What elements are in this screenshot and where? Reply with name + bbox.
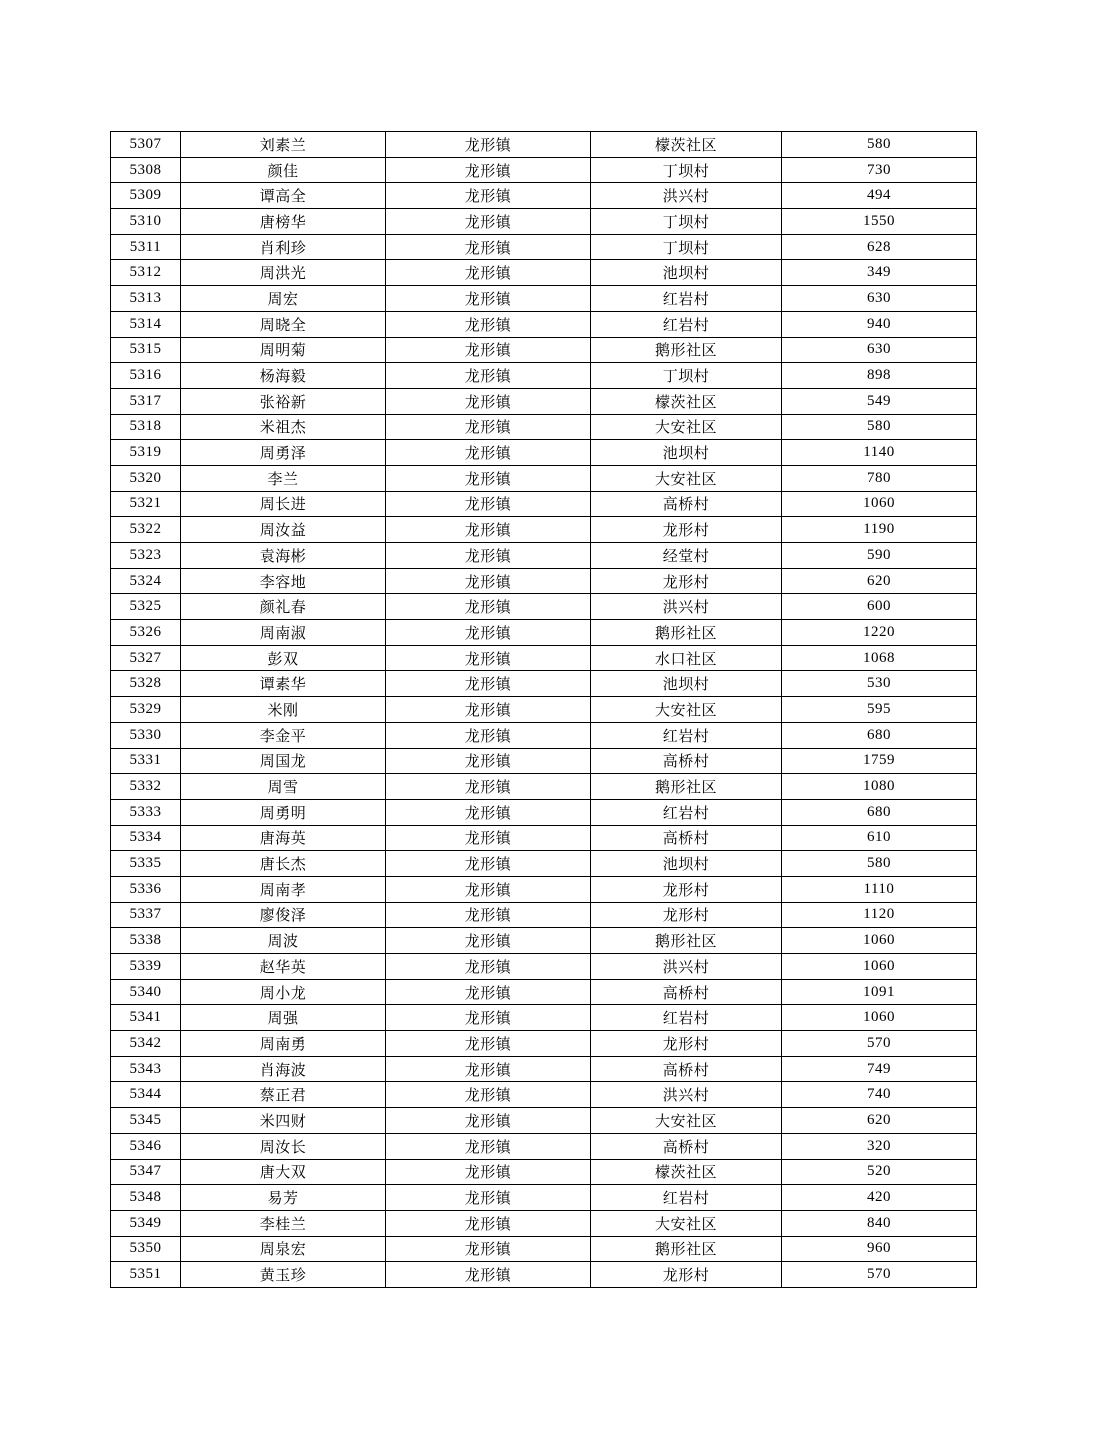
cell-village: 大安社区 [591,1108,782,1134]
cell-amount: 620 [782,1108,977,1134]
cell-name: 李兰 [181,465,386,491]
cell-village: 红岩村 [591,799,782,825]
cell-village: 池坝村 [591,260,782,286]
cell-town: 龙形镇 [386,671,591,697]
cell-id: 5345 [111,1108,181,1134]
cell-town: 龙形镇 [386,902,591,928]
cell-name: 周勇明 [181,799,386,825]
cell-town: 龙形镇 [386,876,591,902]
cell-id: 5321 [111,491,181,517]
cell-id: 5310 [111,209,181,235]
cell-town: 龙形镇 [386,594,591,620]
cell-id: 5347 [111,1159,181,1185]
cell-amount: 420 [782,1185,977,1211]
cell-id: 5312 [111,260,181,286]
cell-id: 5348 [111,1185,181,1211]
table-row [111,620,977,646]
cell-id: 5315 [111,337,181,363]
cell-name: 米刚 [181,697,386,723]
cell-amount: 680 [782,799,977,825]
cell-amount: 1120 [782,902,977,928]
cell-id: 5336 [111,876,181,902]
cell-amount: 780 [782,465,977,491]
cell-town: 龙形镇 [386,979,591,1005]
cell-amount: 610 [782,825,977,851]
cell-village: 丁坝村 [591,363,782,389]
cell-name: 周洪光 [181,260,386,286]
cell-town: 龙形镇 [386,337,591,363]
table-row [111,388,977,414]
table-row [111,697,977,723]
cell-id: 5334 [111,825,181,851]
cell-name: 颜礼春 [181,594,386,620]
cell-name: 周泉宏 [181,1236,386,1262]
cell-name: 黄玉珍 [181,1262,386,1288]
cell-village: 池坝村 [591,671,782,697]
table-row [111,517,977,543]
cell-id: 5350 [111,1236,181,1262]
cell-name: 肖利珍 [181,234,386,260]
cell-village: 龙形村 [591,1262,782,1288]
cell-amount: 1220 [782,620,977,646]
cell-town: 龙形镇 [386,1210,591,1236]
cell-id: 5328 [111,671,181,697]
table-row [111,183,977,209]
cell-amount: 549 [782,388,977,414]
cell-name: 周国龙 [181,748,386,774]
cell-id: 5340 [111,979,181,1005]
cell-amount: 680 [782,722,977,748]
table-row [111,337,977,363]
cell-id: 5341 [111,1005,181,1031]
cell-village: 水口社区 [591,645,782,671]
cell-village: 大安社区 [591,1210,782,1236]
cell-id: 5337 [111,902,181,928]
cell-amount: 320 [782,1133,977,1159]
cell-name: 周宏 [181,286,386,312]
cell-name: 周小龙 [181,979,386,1005]
cell-amount: 630 [782,337,977,363]
cell-name: 刘素兰 [181,132,386,158]
cell-town: 龙形镇 [386,260,591,286]
cell-amount: 1110 [782,876,977,902]
cell-id: 5308 [111,157,181,183]
cell-village: 鹅形社区 [591,337,782,363]
cell-town: 龙形镇 [386,491,591,517]
table-row [111,954,977,980]
cell-village: 高桥村 [591,979,782,1005]
cell-amount: 580 [782,851,977,877]
table-row [111,414,977,440]
cell-name: 彭双 [181,645,386,671]
cell-amount: 840 [782,1210,977,1236]
cell-town: 龙形镇 [386,157,591,183]
cell-id: 5307 [111,132,181,158]
cell-village: 池坝村 [591,440,782,466]
cell-id: 5311 [111,234,181,260]
cell-village: 龙形村 [591,1031,782,1057]
table-row [111,286,977,312]
cell-amount: 1060 [782,491,977,517]
cell-village: 高桥村 [591,825,782,851]
cell-amount: 1759 [782,748,977,774]
table-row [111,157,977,183]
cell-amount: 600 [782,594,977,620]
cell-town: 龙形镇 [386,1005,591,1031]
cell-town: 龙形镇 [386,440,591,466]
cell-village: 龙形村 [591,568,782,594]
cell-village: 大安社区 [591,465,782,491]
cell-id: 5330 [111,722,181,748]
cell-id: 5318 [111,414,181,440]
cell-name: 周汝长 [181,1133,386,1159]
cell-amount: 1080 [782,774,977,800]
table-row [111,902,977,928]
table-row [111,851,977,877]
cell-town: 龙形镇 [386,697,591,723]
cell-id: 5349 [111,1210,181,1236]
cell-town: 龙形镇 [386,748,591,774]
cell-id: 5342 [111,1031,181,1057]
cell-name: 袁海彬 [181,543,386,569]
cell-name: 周汝益 [181,517,386,543]
cell-amount: 570 [782,1031,977,1057]
table-row [111,465,977,491]
table-row [111,260,977,286]
cell-village: 红岩村 [591,286,782,312]
cell-town: 龙形镇 [386,517,591,543]
cell-id: 5335 [111,851,181,877]
table-row [111,132,977,158]
cell-name: 唐海英 [181,825,386,851]
cell-name: 米四财 [181,1108,386,1134]
cell-id: 5319 [111,440,181,466]
cell-id: 5323 [111,543,181,569]
cell-id: 5309 [111,183,181,209]
cell-village: 红岩村 [591,722,782,748]
cell-id: 5316 [111,363,181,389]
cell-name: 颜佳 [181,157,386,183]
cell-amount: 749 [782,1056,977,1082]
cell-amount: 590 [782,543,977,569]
cell-amount: 530 [782,671,977,697]
cell-amount: 1550 [782,209,977,235]
cell-village: 鹅形社区 [591,928,782,954]
table-row [111,1133,977,1159]
table-row [111,1236,977,1262]
cell-name: 唐长杰 [181,851,386,877]
cell-town: 龙形镇 [386,1262,591,1288]
records-table-body [111,132,977,1288]
table-row [111,209,977,235]
cell-amount: 898 [782,363,977,389]
cell-town: 龙形镇 [386,620,591,646]
cell-village: 鹅形社区 [591,620,782,646]
table-row [111,979,977,1005]
cell-town: 龙形镇 [386,954,591,980]
cell-amount: 520 [782,1159,977,1185]
cell-town: 龙形镇 [386,132,591,158]
cell-town: 龙形镇 [386,465,591,491]
cell-amount: 1091 [782,979,977,1005]
table-row [111,363,977,389]
cell-town: 龙形镇 [386,1082,591,1108]
cell-amount: 349 [782,260,977,286]
cell-town: 龙形镇 [386,825,591,851]
cell-id: 5329 [111,697,181,723]
cell-name: 周长进 [181,491,386,517]
cell-village: 高桥村 [591,1133,782,1159]
cell-town: 龙形镇 [386,1056,591,1082]
cell-name: 李桂兰 [181,1210,386,1236]
cell-name: 周波 [181,928,386,954]
cell-amount: 580 [782,414,977,440]
cell-village: 洪兴村 [591,1082,782,1108]
table-row [111,722,977,748]
cell-name: 唐大双 [181,1159,386,1185]
cell-village: 红岩村 [591,311,782,337]
cell-id: 5339 [111,954,181,980]
table-row [111,1185,977,1211]
cell-amount: 1190 [782,517,977,543]
table-row [111,311,977,337]
cell-town: 龙形镇 [386,543,591,569]
cell-village: 洪兴村 [591,594,782,620]
cell-town: 龙形镇 [386,928,591,954]
cell-town: 龙形镇 [386,234,591,260]
cell-id: 5324 [111,568,181,594]
cell-amount: 730 [782,157,977,183]
cell-town: 龙形镇 [386,722,591,748]
cell-amount: 1060 [782,928,977,954]
cell-town: 龙形镇 [386,183,591,209]
cell-name: 谭高全 [181,183,386,209]
cell-village: 丁坝村 [591,157,782,183]
cell-amount: 630 [782,286,977,312]
cell-amount: 1060 [782,1005,977,1031]
cell-id: 5326 [111,620,181,646]
cell-amount: 494 [782,183,977,209]
cell-name: 李金平 [181,722,386,748]
cell-town: 龙形镇 [386,286,591,312]
cell-town: 龙形镇 [386,799,591,825]
cell-name: 周明菊 [181,337,386,363]
cell-name: 杨海毅 [181,363,386,389]
table-row [111,774,977,800]
records-table [110,131,977,1288]
cell-amount: 1060 [782,954,977,980]
table-row [111,1108,977,1134]
cell-village: 红岩村 [591,1005,782,1031]
cell-village: 檬茨社区 [591,388,782,414]
cell-name: 周勇泽 [181,440,386,466]
cell-name: 谭素华 [181,671,386,697]
table-row [111,799,977,825]
table-row [111,748,977,774]
cell-village: 洪兴村 [591,954,782,980]
table-row [111,1159,977,1185]
cell-town: 龙形镇 [386,851,591,877]
cell-village: 池坝村 [591,851,782,877]
cell-village: 红岩村 [591,1185,782,1211]
cell-amount: 620 [782,568,977,594]
cell-id: 5346 [111,1133,181,1159]
cell-village: 高桥村 [591,1056,782,1082]
cell-town: 龙形镇 [386,388,591,414]
table-row [111,491,977,517]
cell-town: 龙形镇 [386,645,591,671]
cell-amount: 940 [782,311,977,337]
cell-village: 大安社区 [591,697,782,723]
cell-town: 龙形镇 [386,1236,591,1262]
cell-name: 周雪 [181,774,386,800]
cell-name: 肖海波 [181,1056,386,1082]
cell-name: 周强 [181,1005,386,1031]
cell-amount: 628 [782,234,977,260]
cell-town: 龙形镇 [386,1031,591,1057]
cell-amount: 580 [782,132,977,158]
cell-town: 龙形镇 [386,311,591,337]
cell-amount: 570 [782,1262,977,1288]
cell-village: 龙形村 [591,517,782,543]
cell-town: 龙形镇 [386,1185,591,1211]
cell-amount: 595 [782,697,977,723]
cell-town: 龙形镇 [386,363,591,389]
cell-id: 5325 [111,594,181,620]
cell-town: 龙形镇 [386,568,591,594]
cell-name: 周南孝 [181,876,386,902]
cell-village: 檬茨社区 [591,132,782,158]
cell-village: 丁坝村 [591,209,782,235]
cell-town: 龙形镇 [386,414,591,440]
table-row [111,594,977,620]
cell-name: 蔡正君 [181,1082,386,1108]
cell-name: 赵华英 [181,954,386,980]
cell-village: 丁坝村 [591,234,782,260]
cell-village: 高桥村 [591,748,782,774]
table-row [111,1056,977,1082]
cell-name: 米祖杰 [181,414,386,440]
table-row [111,1082,977,1108]
cell-id: 5314 [111,311,181,337]
table-row [111,1210,977,1236]
cell-amount: 1140 [782,440,977,466]
cell-id: 5343 [111,1056,181,1082]
cell-village: 鹅形社区 [591,774,782,800]
table-row [111,568,977,594]
cell-id: 5333 [111,799,181,825]
cell-village: 鹅形社区 [591,1236,782,1262]
cell-id: 5344 [111,1082,181,1108]
table-row [111,543,977,569]
cell-id: 5322 [111,517,181,543]
table-row [111,234,977,260]
cell-name: 周南勇 [181,1031,386,1057]
cell-name: 唐榜华 [181,209,386,235]
cell-id: 5327 [111,645,181,671]
cell-id: 5338 [111,928,181,954]
cell-id: 5320 [111,465,181,491]
table-row [111,671,977,697]
cell-id: 5313 [111,286,181,312]
table-row [111,1005,977,1031]
cell-village: 高桥村 [591,491,782,517]
cell-name: 廖俊泽 [181,902,386,928]
cell-name: 易芳 [181,1185,386,1211]
cell-village: 经堂村 [591,543,782,569]
cell-town: 龙形镇 [386,1108,591,1134]
cell-id: 5317 [111,388,181,414]
table-row [111,440,977,466]
cell-village: 龙形村 [591,902,782,928]
table-row [111,825,977,851]
cell-amount: 740 [782,1082,977,1108]
cell-town: 龙形镇 [386,1159,591,1185]
cell-village: 龙形村 [591,876,782,902]
cell-name: 周南淑 [181,620,386,646]
cell-name: 张裕新 [181,388,386,414]
cell-village: 檬茨社区 [591,1159,782,1185]
cell-village: 大安社区 [591,414,782,440]
cell-name: 周晓全 [181,311,386,337]
cell-name: 李容地 [181,568,386,594]
table-row [111,1262,977,1288]
cell-id: 5331 [111,748,181,774]
cell-id: 5351 [111,1262,181,1288]
table-row [111,928,977,954]
cell-town: 龙形镇 [386,209,591,235]
cell-village: 洪兴村 [591,183,782,209]
table-row [111,645,977,671]
table-row [111,876,977,902]
table-row [111,1031,977,1057]
cell-id: 5332 [111,774,181,800]
cell-amount: 960 [782,1236,977,1262]
cell-town: 龙形镇 [386,1133,591,1159]
cell-amount: 1068 [782,645,977,671]
cell-town: 龙形镇 [386,774,591,800]
